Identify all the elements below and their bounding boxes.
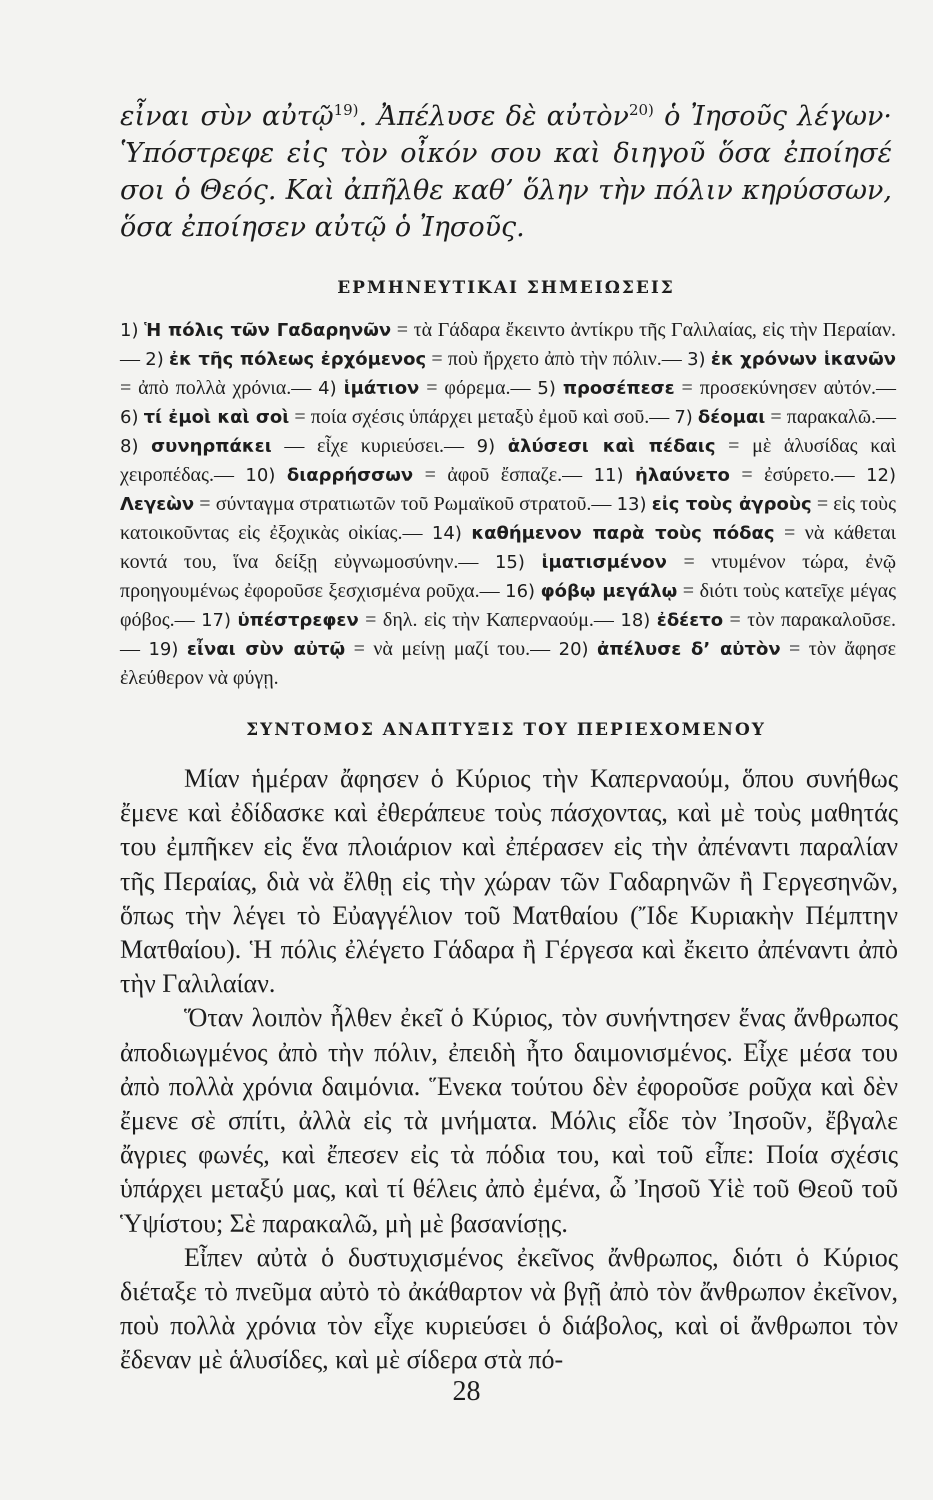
note-term: ἀπέλυσε δ’ αὐτὸν xyxy=(597,639,781,660)
note-definition: = ἀφοῦ ἔσπαζε.— xyxy=(413,464,594,486)
note-term: ἐκ τῆς πόλεως ἐρχόμενος xyxy=(169,349,427,370)
note-number: 18) xyxy=(620,610,651,631)
note-definition: = προσεκύνησεν αὐτόν.— xyxy=(674,377,897,399)
note-item xyxy=(318,377,537,399)
note-item xyxy=(148,638,558,660)
note-number: 14) xyxy=(431,523,462,544)
note-number: 8) xyxy=(120,436,139,457)
note-number: 16) xyxy=(505,581,536,602)
summary-paragraph: Εἶπεν αὐτὰ ὁ δυστυχισμένος ἐκεῖνος ἄνθρωπος, διότι ὁ Κύριος διέταξε τὸ πνεῦμα αὐτὸ τὸ ἀκάθαρτον νὰ βγῇ ἀπὸ τὸν ἄνθρωπον ἐκεῖνον, ποὺ πολλὰ χρόνια τὸν εἶχε κυριεύσει ὁ διάβολος, καὶ οἱ ἄνθρωποι τὸν ἔδεναν μὲ ἁλυσίδες, καὶ μὲ σίδερα στὰ πό- xyxy=(120,1242,898,1375)
note-term: ἁλύσεσι καὶ πέδαις xyxy=(507,436,716,457)
note-number: 15) xyxy=(494,552,525,573)
note-term: καθήμενον παρὰ τοὺς πόδας xyxy=(471,523,775,544)
note-definition: = φόρεμα.— xyxy=(419,377,538,399)
note-definition: = τὸν παρακαλοῦσε.— xyxy=(120,609,897,660)
note-item xyxy=(145,348,687,370)
interpretive-notes xyxy=(120,316,896,692)
note-item xyxy=(120,435,477,457)
note-item xyxy=(594,464,866,486)
note-definition: = τὸν ἄφησε ἐλεύθερον νὰ φύγῃ. xyxy=(120,638,897,689)
note-item xyxy=(201,609,620,631)
note-term: δέομαι xyxy=(697,407,766,428)
note-item xyxy=(537,377,896,399)
note-definition: = εἰς τοὺς κατοικοῦντας εἰς ἐξοχικὰς οἰκίας.— xyxy=(120,493,897,544)
note-number: 10) xyxy=(245,465,276,486)
note-definition: = νὰ κάθεται κοντά του, ἵνα δείξῃ εὐγνωμοσύνην.— xyxy=(120,522,897,573)
note-number: 3) xyxy=(687,349,706,370)
note-number: 4) xyxy=(318,378,337,399)
note-item xyxy=(674,406,896,428)
note-definition: = σύνταγμα στρατιωτῶν τοῦ Ρωμαϊκοῦ στρατοῦ.— xyxy=(194,493,617,515)
intro-text-part3: ὁ Ἰησοῦς λέγων· Ὑπόστρεφε εἰς τὸν οἶκόν σου καὶ διηγοῦ ὅσα ἐποίησέ σοι ὁ Θεός. Καὶ ἀπῆλθε καθ’ ὅλην τὴν πόλιν κηρύσσων, ὅσα ἐποίησεν αὐτῷ ὁ Ἰησοῦς. xyxy=(120,101,892,243)
note-item xyxy=(245,464,593,486)
note-item xyxy=(120,406,674,428)
note-term: ἱματισμένον xyxy=(541,552,667,573)
note-number: 11) xyxy=(593,465,624,486)
note-term: εἰς τοὺς ἀγροὺς xyxy=(651,494,812,515)
note-definition: = ποία σχέσις ὑπάρχει μεταξὺ ἐμοῦ καὶ σοῦ.— xyxy=(289,406,675,428)
note-definition: = παρακαλῶ.— xyxy=(765,406,897,428)
summary-paragraph: Μίαν ἡμέραν ἄφησεν ὁ Κύριος τὴν Καπερναούμ, ὅπου συνήθως ἔμενε καὶ ἐδίδασκε καὶ ἐθεράπευε τοὺς πάσχοντας, καὶ μὲ τοὺς μαθητάς του ἐμπῆκεν εἰς ἕνα πλοιάριον καὶ ἐπέρασεν εἰς τὴν ἀπέναντι παραλίαν τῆς Περαίας, διὰ νὰ ἔλθῃ εἰς τὴν χώραν τῶν Γαδαρηνῶν ἢ Γεργεσηνῶν, ὅπως τὴν λέγει τὸ Εὐαγγέλιον τοῦ Ματθαίου (Ἴδε Κυριακὴν Πέμπτην Ματθαίου). Ἡ πόλις ἐλέγετο Γάδαρα ἢ Γέργεσα καὶ ἔκειτο ἀπέναντι ἀπὸ τὴν Γαλιλαίαν. xyxy=(120,764,898,999)
summary-heading: ΣΥΝΤΟΜΟΣ ΑΝΑΠΤΥΞΙΣ ΤΟΥ ΠΕΡΙΕΧΟΜΕΝΟΥ xyxy=(246,720,766,740)
scripture-continuation xyxy=(120,98,892,246)
note-definition: = νὰ μείνῃ μαζί του.— xyxy=(345,638,559,660)
note-definition: = διότι τοὺς κατεῖχε μέγας φόβος.— xyxy=(120,580,897,631)
note-number: 20) xyxy=(558,639,589,660)
note-definition: = τὰ Γάδαρα ἔκειντο ἀντίκρυ τῆς Γαλιλαίας, εἰς τὴν Περαίαν.— xyxy=(120,319,897,370)
note-number: 13) xyxy=(616,494,647,515)
note-term: ἠλαύνετο xyxy=(635,465,730,486)
note-number: 6) xyxy=(120,407,139,428)
note-definition: = ντυμένον τώρα, ἐνῷ προηγουμένως ἐφοροῦσε ξεσχισμένα ροῦχα.— xyxy=(120,551,897,602)
note-term: διαρρήσσων xyxy=(286,465,414,486)
note-definition: = δηλ. εἰς τὴν Καπερναούμ.— xyxy=(358,609,621,631)
note-term: προσέπεσε xyxy=(562,378,675,399)
note-definition: = ἀπὸ πολλὰ χρόνια.— xyxy=(120,377,319,399)
note-definition: — εἶχε κυριεύσει.— xyxy=(271,435,477,457)
page-number: 28 xyxy=(452,1376,481,1407)
note-number: 2) xyxy=(145,349,164,370)
note-term: ἐκ χρόνων ἱκανῶν xyxy=(710,349,897,370)
note-definition: = ποὺ ἤρχετο ἀπὸ τὴν πόλιν.— xyxy=(426,348,688,370)
note-number: 12) xyxy=(866,465,896,486)
note-number: 1) xyxy=(120,320,139,341)
note-definition: = ἐσύρετο.— xyxy=(729,464,867,486)
note-term: τί ἐμοὶ καὶ σοὶ xyxy=(143,407,290,428)
note-term: ἐδέετο xyxy=(656,610,724,631)
note-definition: = μὲ ἁλυσίδας καὶ χειροπέδας.— xyxy=(120,435,897,486)
note-number: 17) xyxy=(201,610,232,631)
note-term: Ἡ πόλις τῶν Γαδαρηνῶν xyxy=(144,320,392,341)
note-number: 19) xyxy=(148,639,179,660)
intro-text-part2: . Ἀπέλυσε δὲ αὐτὸν xyxy=(358,101,629,132)
notes-heading: ΕΡΜΗΝΕΥΤΙΚΑΙ ΣΗΜΕΙΩΣΕΙΣ xyxy=(337,278,675,298)
note-term: ἱμάτιον xyxy=(343,378,420,399)
summary-paragraph: Ὅταν λοιπὸν ἦλθεν ἐκεῖ ὁ Κύριος, τὸν συνήντησεν ἕνας ἄνθρωπος ἀποδιωγμένος ἀπὸ τὴν πόλιν, ἐπειδὴ ἦτο δαιμονισμένος. Εἶχε μέσα του ἀπὸ πολλὰ χρόνια δαιμόνια. Ἕνεκα τούτου δὲν ἐφοροῦσε ροῦχα καὶ δὲν ἔμενε σὲ σπίτι, ἀλλὰ εἰς τὰ μνήματα. Μόλις εἶδε τὸν Ἰησοῦν, ἔβγαλε ἄγριες φωνές, καὶ ἔπεσεν εἰς τὰ πόδια του, καὶ τοῦ εἶπε: Ποία σχέσις ὑπάρχει μεταξύ μας, καὶ τί θέλεις ἀπὸ ἐμένα, ὦ Ἰησοῦ Υἱὲ τοῦ Θεοῦ τοῦ Ὑψίστου; Σὲ παρακαλῶ, μὴ μὲ βασανίσῃς. xyxy=(120,1003,898,1238)
note-term: φόβῳ μεγάλῳ xyxy=(540,581,678,602)
content-summary xyxy=(120,762,898,1378)
intro-text-part1: εἶναι σὺν αὐτῷ xyxy=(120,101,334,132)
footnote-ref-20: 20) xyxy=(628,101,654,119)
note-number: 5) xyxy=(537,378,556,399)
note-number: 9) xyxy=(476,436,496,457)
note-term: ὑπέστρεφεν xyxy=(237,610,359,631)
note-term: συνηρπάκει xyxy=(151,436,272,457)
note-term: εἶναι σὺν αὐτῷ xyxy=(186,639,346,660)
footnote-ref-19: 19) xyxy=(333,101,359,119)
note-number: 7) xyxy=(674,407,693,428)
note-term: Λεγεὼν xyxy=(120,494,195,515)
